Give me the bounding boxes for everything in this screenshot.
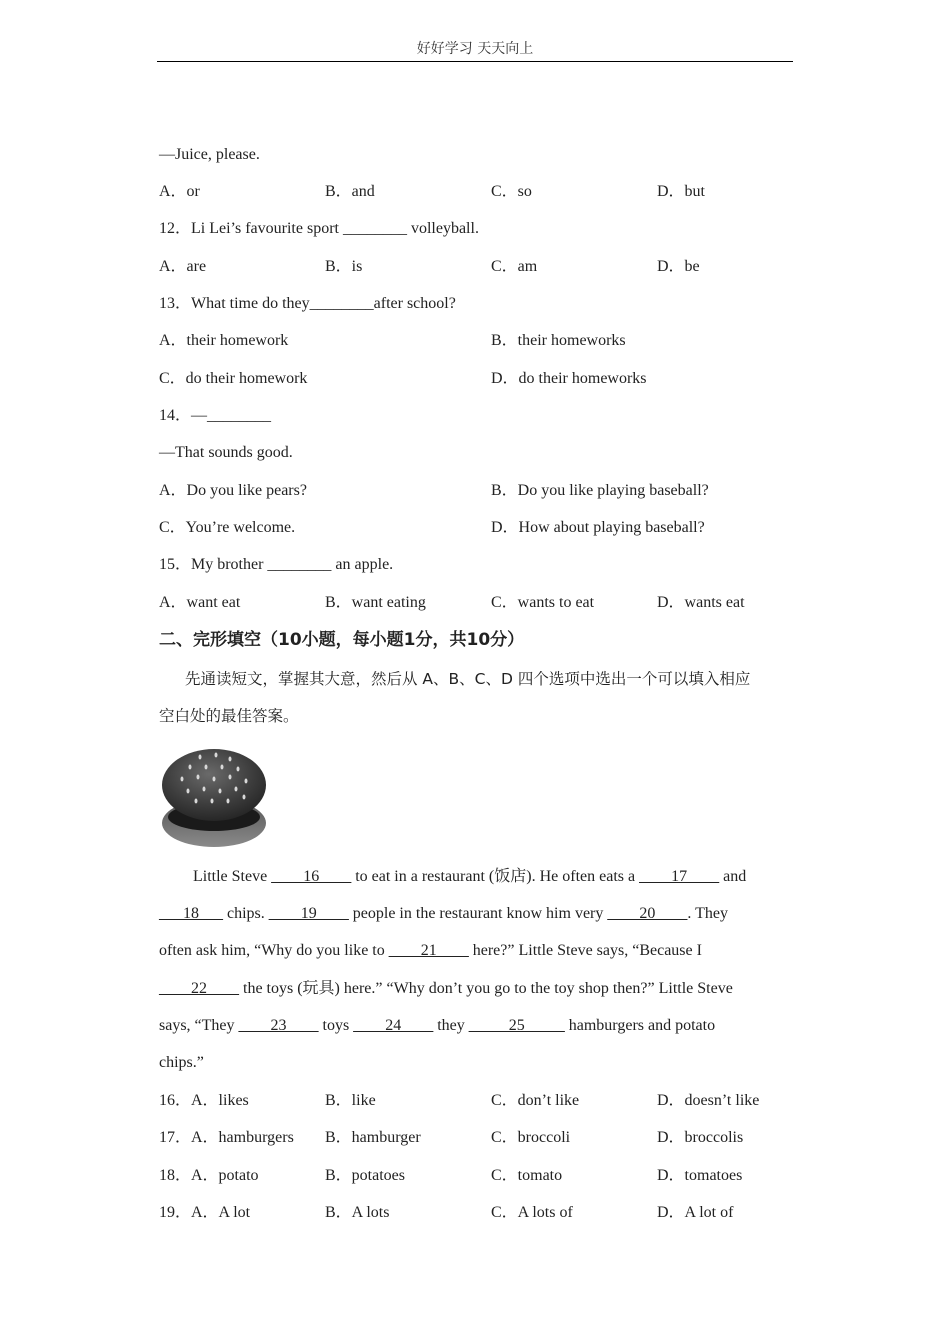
section-instruction-line-2: 空白处的最佳答案。 bbox=[159, 707, 299, 725]
blank-21: ____21____ bbox=[388, 942, 469, 959]
q18-option-c[interactable]: C．tomato bbox=[491, 1167, 563, 1184]
q19-option-d[interactable]: D．A lot of bbox=[657, 1204, 734, 1221]
q18-option-b[interactable]: B．potatoes bbox=[325, 1167, 405, 1184]
q16-option-c[interactable]: C．don’t like bbox=[491, 1092, 580, 1109]
blank-16: ____16____ bbox=[271, 868, 352, 885]
passage-line-1 bbox=[193, 867, 746, 887]
q13-option-a[interactable]: A．their homework bbox=[159, 332, 289, 349]
q17-option-c[interactable]: C．broccoli bbox=[491, 1129, 571, 1146]
q16-option-b[interactable]: B．like bbox=[325, 1092, 376, 1109]
q14-option-a[interactable]: A．Do you like pears? bbox=[159, 482, 307, 499]
blank-17: ____17____ bbox=[639, 868, 720, 885]
q15-option-b[interactable]: B．want eating bbox=[325, 594, 426, 611]
blank-19: ____19____ bbox=[268, 905, 349, 922]
q11-option-b[interactable]: B．and bbox=[325, 183, 375, 200]
q14-answer-line: —That sounds good. bbox=[159, 444, 293, 461]
passage-text: here?” Little Steve says, “Because I bbox=[468, 942, 702, 959]
q14-option-b[interactable]: B．Do you like playing baseball? bbox=[491, 482, 709, 499]
passage-text: hamburgers and potato bbox=[564, 1017, 716, 1034]
q12-stem: 12．Li Lei’s favourite sport ________ volleyball. bbox=[159, 220, 479, 237]
passage-line-5 bbox=[159, 1016, 715, 1036]
q18-option-a[interactable]: 18．A．potato bbox=[159, 1167, 259, 1184]
passage-line-3 bbox=[159, 941, 702, 961]
blank-22: ____22____ bbox=[159, 980, 239, 997]
passage-text: to eat in a restaurant (饭店). He often eats a bbox=[351, 868, 640, 885]
passage-text: Little Steve bbox=[193, 868, 272, 885]
q17-option-b[interactable]: B．hamburger bbox=[325, 1129, 421, 1146]
q15-stem: 15．My brother ________ an apple. bbox=[159, 556, 394, 573]
q18-option-d[interactable]: D．tomatoes bbox=[657, 1167, 743, 1184]
q19-option-a[interactable]: 19．A．A lot bbox=[159, 1204, 251, 1221]
q13-stem: 13．What time do they________after school? bbox=[159, 295, 456, 312]
passage-line-6: chips.” bbox=[159, 1054, 204, 1071]
passage-text: says, “They bbox=[159, 1017, 239, 1034]
section-title: 二、完形填空（10小题，每小题1分，共10分） bbox=[159, 630, 525, 650]
passage-text: often ask him, “Why do you like to bbox=[159, 942, 389, 959]
blank-24: ____24____ bbox=[353, 1017, 434, 1034]
passage-text: people in the restaurant know him very bbox=[348, 905, 608, 922]
header-divider bbox=[157, 61, 793, 62]
passage-text: chips. bbox=[223, 905, 269, 922]
passage-line-2 bbox=[159, 904, 728, 924]
passage-text: the toys (玩具) here.” “Why don’t you go to the toy shop then?” Little Steve bbox=[239, 980, 733, 997]
blank-18: ___18___ bbox=[159, 905, 223, 922]
q12-option-c[interactable]: C．am bbox=[491, 258, 538, 275]
q11-option-a[interactable]: A．or bbox=[159, 183, 200, 200]
hamburger-image bbox=[160, 743, 268, 849]
q14-option-d[interactable]: D．How about playing baseball? bbox=[491, 519, 705, 536]
q16-option-d[interactable]: D．doesn’t like bbox=[657, 1092, 760, 1109]
q13-option-b[interactable]: B．their homeworks bbox=[491, 332, 626, 349]
passage-text: . They bbox=[687, 905, 728, 922]
q12-option-d[interactable]: D．be bbox=[657, 258, 700, 275]
q12-option-a[interactable]: A．are bbox=[159, 258, 207, 275]
q14-stem: 14．—________ bbox=[159, 407, 272, 424]
page-header: 好好学习 天天向上 bbox=[416, 41, 534, 57]
passage-text: they bbox=[433, 1017, 469, 1034]
q15-option-d[interactable]: D．wants eat bbox=[657, 594, 745, 611]
q13-option-c[interactable]: C．do their homework bbox=[159, 370, 308, 387]
q11-option-d[interactable]: D．but bbox=[657, 183, 706, 200]
q19-option-b[interactable]: B．A lots bbox=[325, 1204, 390, 1221]
passage-line-4 bbox=[159, 979, 733, 999]
q13-option-d[interactable]: D．do their homeworks bbox=[491, 370, 647, 387]
blank-23: ____23____ bbox=[238, 1017, 319, 1034]
q16-option-a[interactable]: 16．A．likes bbox=[159, 1092, 249, 1109]
q17-option-d[interactable]: D．broccolis bbox=[657, 1129, 744, 1146]
q15-option-c[interactable]: C．wants to eat bbox=[491, 594, 595, 611]
blank-20: ____20____ bbox=[607, 905, 688, 922]
passage-text: and bbox=[719, 868, 747, 885]
q19-option-c[interactable]: C．A lots of bbox=[491, 1204, 573, 1221]
passage-text: toys bbox=[318, 1017, 354, 1034]
q17-option-a[interactable]: 17．A．hamburgers bbox=[159, 1129, 294, 1146]
q11-option-c[interactable]: C．so bbox=[491, 183, 532, 200]
section-instruction-line-1: 先通读短文，掌握其大意，然后从 A、B、C、D 四个选项中选出一个可以填入相应 bbox=[185, 670, 751, 688]
q12-option-b[interactable]: B．is bbox=[325, 258, 363, 275]
q11-answer-line: —Juice, please. bbox=[159, 146, 260, 163]
q14-option-c[interactable]: C．You’re welcome. bbox=[159, 519, 296, 536]
blank-25: _____25_____ bbox=[468, 1017, 565, 1034]
q15-option-a[interactable]: A．want eat bbox=[159, 594, 241, 611]
